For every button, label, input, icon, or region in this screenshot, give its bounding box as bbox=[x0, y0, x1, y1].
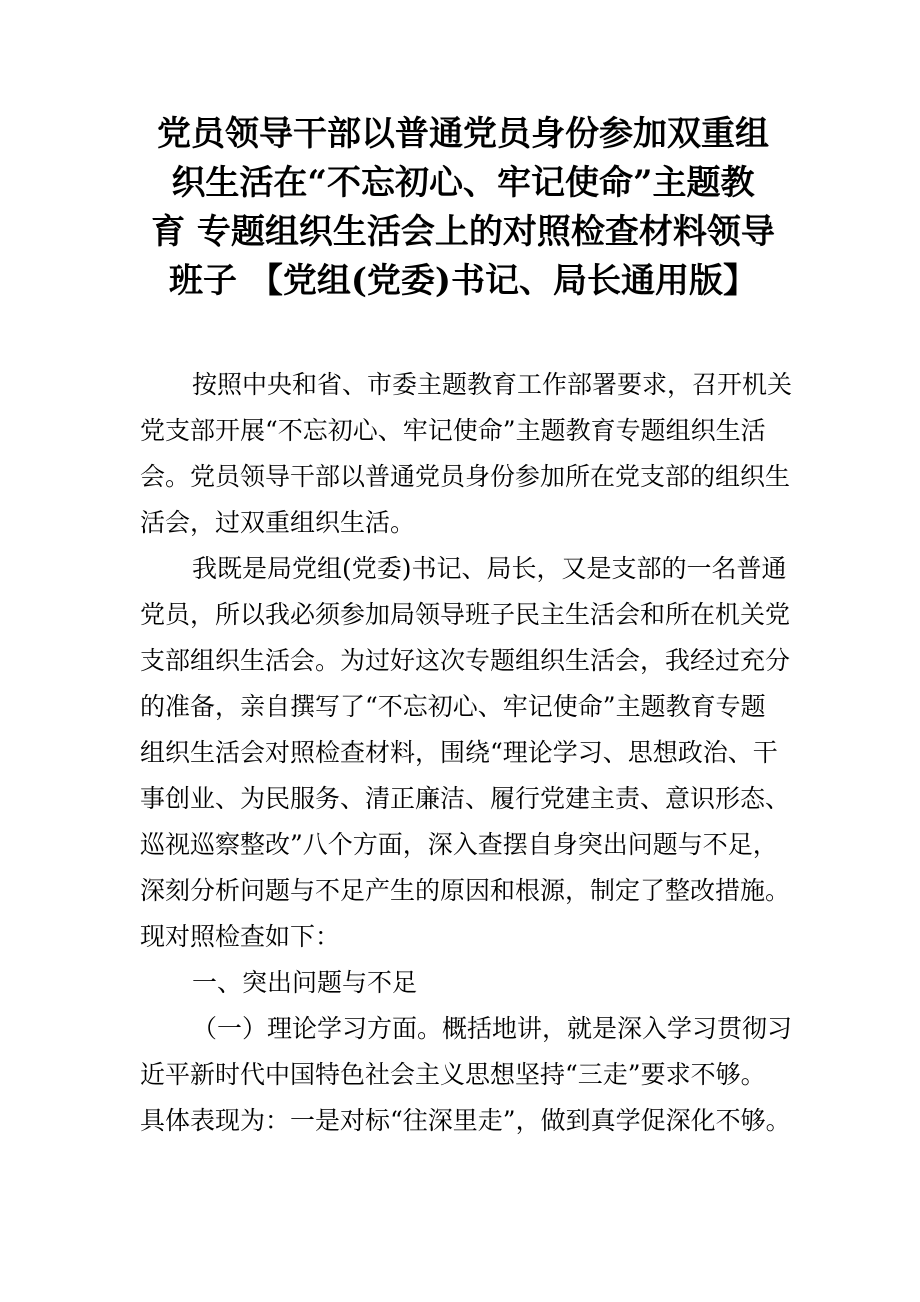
document-title bbox=[138, 110, 788, 306]
paragraph-line: 组织生活会对照检查材料，围绕“理论学习、思想政治、干 bbox=[140, 738, 778, 767]
paragraph-line: 活会，过双重组织生活。 bbox=[140, 508, 416, 537]
subsection-theory bbox=[140, 1006, 800, 1144]
paragraph-line: 会。党员领导干部以普通党员身份参加所在党支部的组织生 bbox=[140, 462, 791, 491]
paragraph-line: 近平新时代中国特色社会主义思想坚持“三走”要求不够。 bbox=[140, 1060, 766, 1089]
title-line: 党员领导干部以普通党员身份参加双重组 bbox=[157, 114, 769, 154]
paragraph-line: 事创业、为民服务、清正廉洁、履行党建主责、意识形态、 bbox=[140, 784, 791, 813]
paragraph-line: 深刻分析问题与不足产生的原因和根源，制定了整改措施。 bbox=[140, 876, 791, 905]
paragraph-line: 党员，所以我必须参加局领导班子民主生活会和所在机关党 bbox=[140, 600, 791, 629]
title-line: 织生活在“不忘初心、牢记使命”主题教 bbox=[171, 163, 755, 203]
paragraph-line: 党支部开展“不忘初心、牢记使命”主题教育专题组织生活 bbox=[140, 416, 766, 445]
paragraph-self bbox=[140, 546, 800, 960]
paragraph-intro bbox=[140, 362, 800, 546]
paragraph-line: 现对照检查如下： bbox=[140, 922, 341, 951]
paragraph-line: 具体表现为：一是对标“往深里走”，做到真学促深化不够。 bbox=[140, 1106, 791, 1135]
section-heading bbox=[140, 960, 800, 1006]
paragraph-line: （一）理论学习方面。概括地讲，就是深入学习贯彻习 bbox=[192, 1014, 793, 1043]
paragraph-line: 的准备，亲自撰写了“不忘初心、牢记使命”主题教育专题 bbox=[140, 692, 766, 721]
paragraph-line: 支部组织生活会。为过好这次专题组织生活会，我经过充分 bbox=[140, 646, 791, 675]
paragraph-line: 巡视巡察整改”八个方面，深入查摆自身突出问题与不足， bbox=[140, 830, 778, 859]
section-heading-text: 一、突出问题与不足 bbox=[192, 968, 418, 997]
document-body bbox=[140, 362, 800, 1144]
title-line: 班子 【党组(党委)书记、局长通用版】 bbox=[168, 261, 757, 301]
paragraph-line: 按照中央和省、市委主题教育工作部署要求，召开机关 bbox=[192, 370, 793, 399]
title-line: 育 专题组织生活会上的对照检查材料领导 bbox=[151, 212, 775, 252]
paragraph-line: 我既是局党组(党委)书记、局长，又是支部的一名普通 bbox=[192, 554, 787, 583]
